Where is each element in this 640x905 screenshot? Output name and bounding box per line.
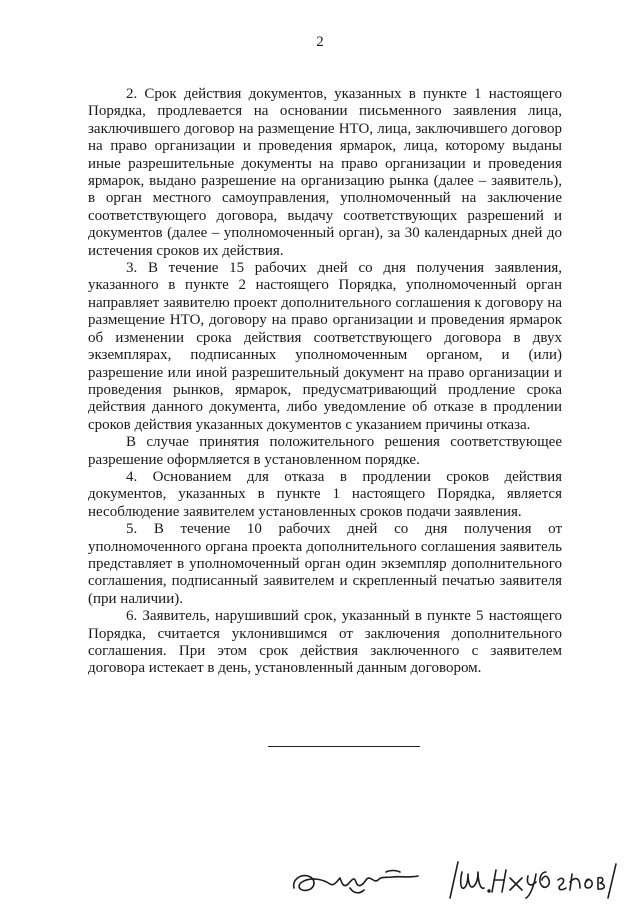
paragraph-3-continuation: В случае принятия положительного решения соответствующее разрешение оформляется в установленном порядке. bbox=[88, 434, 562, 468]
paragraph-5: 5. В течение 10 рабочих дней со дня получения от уполномоченного органа проекта дополнительного соглашения заявитель представляет в уполномоченный орган один экземпляр дополнительного соглашения, подписанный заявителем и скрепленный печатью заявителя (при наличии). bbox=[88, 521, 562, 607]
paragraph-2: 2. Срок действия документов, указанных в пункте 1 настоящего Порядка, продлевается на основании письменного заявления лица, заключившего договор на размещение НТО, лица, заключившего договор на право организации и проведения ярмарок, лица, которому выданы иные разрешительные документы на право организации и проведения ярмарок, выдано разрешение на организацию рынка (далее – заявитель), в орган местного самоуправления, уполномоченный на заключение соответствующего договора, выдачу соответствующих разрешений и документов (далее – уполномоченный орган), за 30 календарных дней до истечения сроков их действия. bbox=[88, 86, 562, 259]
paragraph-6: 6. Заявитель, нарушивший срок, указанный в пункте 5 настоящего Порядка, считается уклонившимся от заключения дополнительного соглашения. При этом срок действия заключенного с заявителем договора истекает в день, установленный данным договором. bbox=[88, 608, 562, 677]
paragraph-3: 3. В течение 15 рабочих дней со дня получения заявления, указанного в пункте 2 настоящего Порядка, уполномоченный орган направляет заявителю проект дополнительного соглашения к договору на размещение НТО, договору на право организации и проведения ярмарок об изменении срока действия соответствующего договора в двух экземплярах, подписанных уполномоченным органом, и (или) разрешение или иной разрешительный документ на право организации и проведения рынков, ярмарок, предусматривающий продление срока действия данного документа, либо уведомление об отказе в продлении сроков действия указанных документов с указанием причины отказа. bbox=[88, 260, 562, 433]
document-body bbox=[88, 86, 562, 678]
end-of-text-divider bbox=[268, 746, 420, 747]
handwritten-signature bbox=[290, 858, 630, 900]
paragraph-4: 4. Основанием для отказа в продлении сроков действия документов, указанных в пункте 1 настоящего Порядка, является несоблюдение заявителем установленных сроков подачи заявления. bbox=[88, 468, 562, 520]
page-number: 2 bbox=[316, 34, 324, 50]
signature-image bbox=[290, 858, 630, 900]
